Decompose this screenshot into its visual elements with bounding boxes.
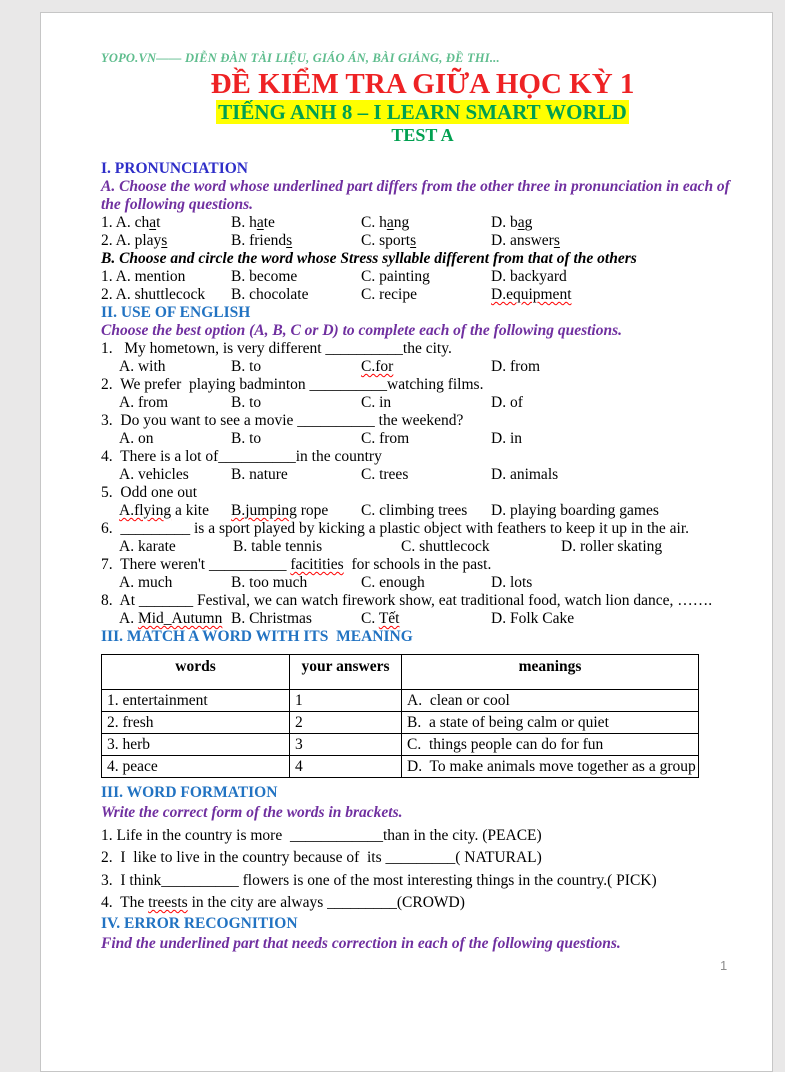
answer-option [119, 610, 231, 628]
text-segment: C. from [361, 430, 410, 447]
answer-option [101, 214, 231, 232]
answer-option [491, 286, 744, 304]
misspelled-word: B.jumping [231, 502, 297, 519]
text-segment: D. animals [491, 466, 559, 483]
options-row [119, 538, 744, 556]
text-segment: 8. At _______ Festival, we can watch firework show, eat traditional food, watch lion dance, ……. [101, 592, 713, 609]
match-table-row [102, 734, 699, 756]
options-row [119, 394, 744, 412]
options-row [101, 232, 744, 250]
answer-option [491, 232, 744, 250]
section-heading: II. USE OF ENGLISH [101, 304, 251, 321]
underlined-letter: s [410, 232, 417, 249]
match-table-cell: A. clean or cool [402, 690, 699, 712]
text-segment: C. climbing trees [361, 502, 468, 519]
answer-option [361, 214, 491, 232]
answer-option [231, 574, 361, 592]
match-table-cell: 3 [290, 734, 402, 756]
exam-subtitle [101, 100, 744, 124]
text-segment: B. too much [231, 574, 308, 591]
match-table-cell: 4 [290, 756, 402, 778]
section-heading: I. PRONUNCIATION [101, 160, 248, 177]
text-segment: C. shuttlecock [401, 538, 490, 555]
text-segment: B. to [231, 358, 262, 375]
question-stem [101, 556, 744, 574]
text-segment: A. from [119, 394, 169, 411]
text-segment: 2. I like to live in the country because of its _________( NATURAL) [101, 849, 542, 866]
text-segment: D. of [491, 394, 523, 411]
answer-option [491, 430, 744, 448]
text-segment: B. chocolate [231, 286, 309, 303]
answer-option [491, 214, 744, 232]
text-segment: 2. A. play [101, 232, 162, 249]
answer-option [361, 232, 491, 250]
exam-subtitle-highlight: TIẾNG ANH 8 – I LEARN SMART WORLD [218, 100, 627, 124]
answer-option [361, 502, 491, 520]
text-segment: C. [361, 610, 379, 627]
text-segment: Write the correct form of the words in brackets. [101, 804, 403, 821]
section-instruction: Choose the best option (A, B, C or D) to complete each of the following questions. [101, 322, 622, 339]
underlined-letter: s [161, 232, 168, 249]
answer-option [119, 394, 231, 412]
answer-option [231, 268, 361, 286]
misspelled-word: A.flying [119, 502, 172, 519]
question-stem [101, 448, 744, 466]
underlined-letter: s [286, 232, 293, 249]
text-segment: in the city are always _________(CROWD) [187, 894, 465, 911]
text-segment: D. in [491, 430, 522, 447]
match-table-cell: C. things people can do for fun [402, 734, 699, 756]
text-segment: A. karate [119, 538, 176, 555]
match-table [101, 654, 699, 778]
match-table-cell: 4. peace [102, 756, 290, 778]
text-segment: C. recipe [361, 286, 417, 303]
options-row [101, 286, 744, 304]
match-table-cell: D. To make animals move together as a group [402, 756, 699, 778]
match-table-cell: 2 [290, 712, 402, 734]
question-stem [101, 592, 744, 610]
options-row [101, 214, 744, 232]
answer-option [491, 502, 744, 520]
text-segment: 1. Life in the country is more ____________than in the city. (PEACE) [101, 826, 542, 844]
answer-option [361, 466, 491, 484]
text-segment: te [263, 214, 275, 231]
options-row [119, 574, 744, 592]
text-segment: B. friend [231, 232, 287, 249]
match-table-header: words [102, 655, 290, 690]
answer-option [361, 286, 491, 304]
answer-option [101, 232, 231, 250]
text-segment: C. enough [361, 574, 425, 591]
misspelled-word: treests [148, 894, 188, 911]
answer-option [119, 538, 233, 556]
options-row [119, 502, 744, 520]
text-segment: 1. A. ch [101, 214, 150, 231]
document-content [41, 13, 772, 955]
text-segment: 2. We prefer playing badminton __________watching films. [101, 376, 484, 393]
underlined-letter: a [386, 214, 394, 231]
document-body [101, 160, 744, 955]
text-segment: A. on [119, 430, 154, 447]
answer-option [119, 358, 231, 376]
answer-option [361, 574, 491, 592]
answer-option [491, 394, 744, 412]
watermark-text: YOPO.VN—— DIỄN ĐÀN TÀI LIỆU, GIÁO ÁN, BÀI GIẢNG, ĐỀ THI... [101, 51, 500, 65]
text-segment: 5. Odd one out [101, 484, 198, 501]
options-row [119, 610, 744, 628]
text-segment: rope [296, 502, 329, 519]
match-table-cell: 1 [290, 690, 402, 712]
text-segment: 6. _________ is a sport played by kicking a plastic object with feathers to keep it up in the air. [101, 520, 690, 537]
question-stem [101, 412, 744, 430]
underlined-letter: a [517, 214, 525, 231]
text-segment: 3. Do you want to see a movie __________ the weekend? [101, 412, 464, 429]
section-heading: IV. ERROR RECOGNITION [101, 914, 298, 932]
match-table-row [102, 756, 699, 778]
text-segment: A. with [119, 358, 166, 375]
text-segment: 4. There is a lot of__________in the country [101, 448, 382, 465]
answer-option [361, 358, 491, 376]
text-segment: B. h [231, 214, 257, 231]
text-segment: 1. My hometown, is very different __________the city. [101, 340, 452, 357]
text-segment: D. b [491, 214, 518, 231]
section-instruction [101, 802, 744, 825]
match-table-cell: 1. entertainment [102, 690, 290, 712]
match-table-cell: 3. herb [102, 734, 290, 756]
text-segment: C. sport [361, 232, 411, 249]
text-segment: A. vehicles [119, 466, 189, 483]
answer-option [491, 268, 744, 286]
answer-option [231, 394, 361, 412]
section-instruction: A. Choose the word whose underlined part differs from the other three in pronunciation in each of the following questions. [101, 178, 734, 213]
text-segment: A. [119, 610, 138, 627]
text-segment: g [524, 214, 533, 231]
answer-option [361, 268, 491, 286]
text-segment: ng [393, 214, 410, 231]
question-stem [101, 376, 744, 394]
answer-option [119, 502, 231, 520]
answer-option [101, 286, 231, 304]
answer-option [231, 286, 361, 304]
match-table-cell: 2. fresh [102, 712, 290, 734]
question-stem [101, 484, 744, 502]
answer-option [561, 538, 744, 556]
section-heading: III. MATCH A WORD WITH ITS MEANING [101, 628, 413, 645]
fill-in-line [101, 847, 744, 870]
text-segment: A. much [119, 574, 173, 591]
text-segment: D. from [491, 358, 541, 375]
answer-option [231, 358, 361, 376]
text-segment: C. in [361, 394, 392, 411]
answer-option [231, 610, 361, 628]
text-segment: C. painting [361, 268, 430, 285]
match-table-header: meanings [402, 655, 699, 690]
answer-option [101, 268, 231, 286]
test-label: TEST A [391, 125, 454, 145]
text-segment: 2. A. shuttlecock [101, 286, 206, 303]
answer-option [491, 358, 744, 376]
text-segment: t [156, 214, 161, 231]
match-table-row [102, 690, 699, 712]
fill-in-line [101, 870, 744, 893]
text-segment: 4. The [101, 894, 149, 911]
misspelled-word: Mid_Autumn [137, 610, 223, 627]
text-segment: B. nature [231, 466, 288, 483]
underlined-letter: a [149, 214, 157, 231]
text-segment: D. answer [491, 232, 554, 249]
text-segment: Find the underlined part that needs correction in each of the following questions. [101, 934, 621, 952]
question-stem [101, 520, 744, 538]
answer-option [231, 466, 361, 484]
underlined-letter: s [553, 232, 560, 249]
answer-option [361, 430, 491, 448]
text-segment: B. to [231, 394, 262, 411]
section-heading: III. WORD FORMATION [101, 784, 278, 801]
exam-title: ĐỀ KIỂM TRA GIỮA HỌC KỲ 1 [210, 68, 635, 100]
underlined-letter: a [256, 214, 264, 231]
misspelled-word: Tết [378, 610, 400, 627]
text-segment: 1. A. mention [101, 268, 186, 285]
answer-option [491, 610, 744, 628]
answer-option [491, 466, 744, 484]
answer-option [231, 214, 361, 232]
answer-option [233, 538, 401, 556]
section-instruction: B. Choose and circle the word whose Stress syllable different from that of the others [101, 250, 637, 267]
misspelled-word: D.equipment [491, 286, 572, 303]
answer-option [231, 430, 361, 448]
text-segment: for schools in the past. [343, 556, 492, 573]
text-segment: D. playing boarding games [491, 502, 659, 519]
section-instruction [101, 933, 744, 956]
text-segment: 3. I think__________ flowers is one of the most interesting things in the country.( PICK) [101, 871, 657, 889]
text-segment: B. to [231, 430, 262, 447]
answer-option [231, 232, 361, 250]
question-stem [101, 340, 744, 358]
text-segment: D. lots [491, 574, 533, 591]
answer-option [491, 574, 744, 592]
text-segment: C. trees [361, 466, 409, 483]
match-table-header: your answers [290, 655, 402, 690]
misspelled-word: facitities [290, 556, 344, 573]
answer-option [119, 466, 231, 484]
answer-option [119, 574, 231, 592]
text-segment: D. backyard [491, 268, 567, 285]
match-table-cell: B. a state of being calm or quiet [402, 712, 699, 734]
text-segment: B. table tennis [233, 538, 323, 555]
answer-option [401, 538, 561, 556]
text-segment: D. Folk Cake [491, 610, 575, 627]
misspelled-word: C.for [361, 358, 394, 375]
page-number: 1 [720, 958, 728, 973]
text-segment: C. h [361, 214, 387, 231]
fill-in-line [101, 892, 744, 915]
options-row [119, 358, 744, 376]
answer-option [361, 610, 491, 628]
text-segment: B. Christmas [231, 610, 312, 627]
options-row [119, 430, 744, 448]
document-header [101, 68, 744, 146]
fill-in-line [101, 825, 744, 848]
text-segment: D. roller skating [561, 538, 663, 555]
text-segment: 7. There weren't __________ [101, 556, 291, 573]
answer-option [361, 394, 491, 412]
text-segment: a kite [171, 502, 209, 519]
text-segment: B. become [231, 268, 298, 285]
match-table-row [102, 712, 699, 734]
document-page[interactable] [40, 12, 773, 1072]
options-row [101, 268, 744, 286]
options-row [119, 466, 744, 484]
answer-option [231, 502, 361, 520]
answer-option [119, 430, 231, 448]
